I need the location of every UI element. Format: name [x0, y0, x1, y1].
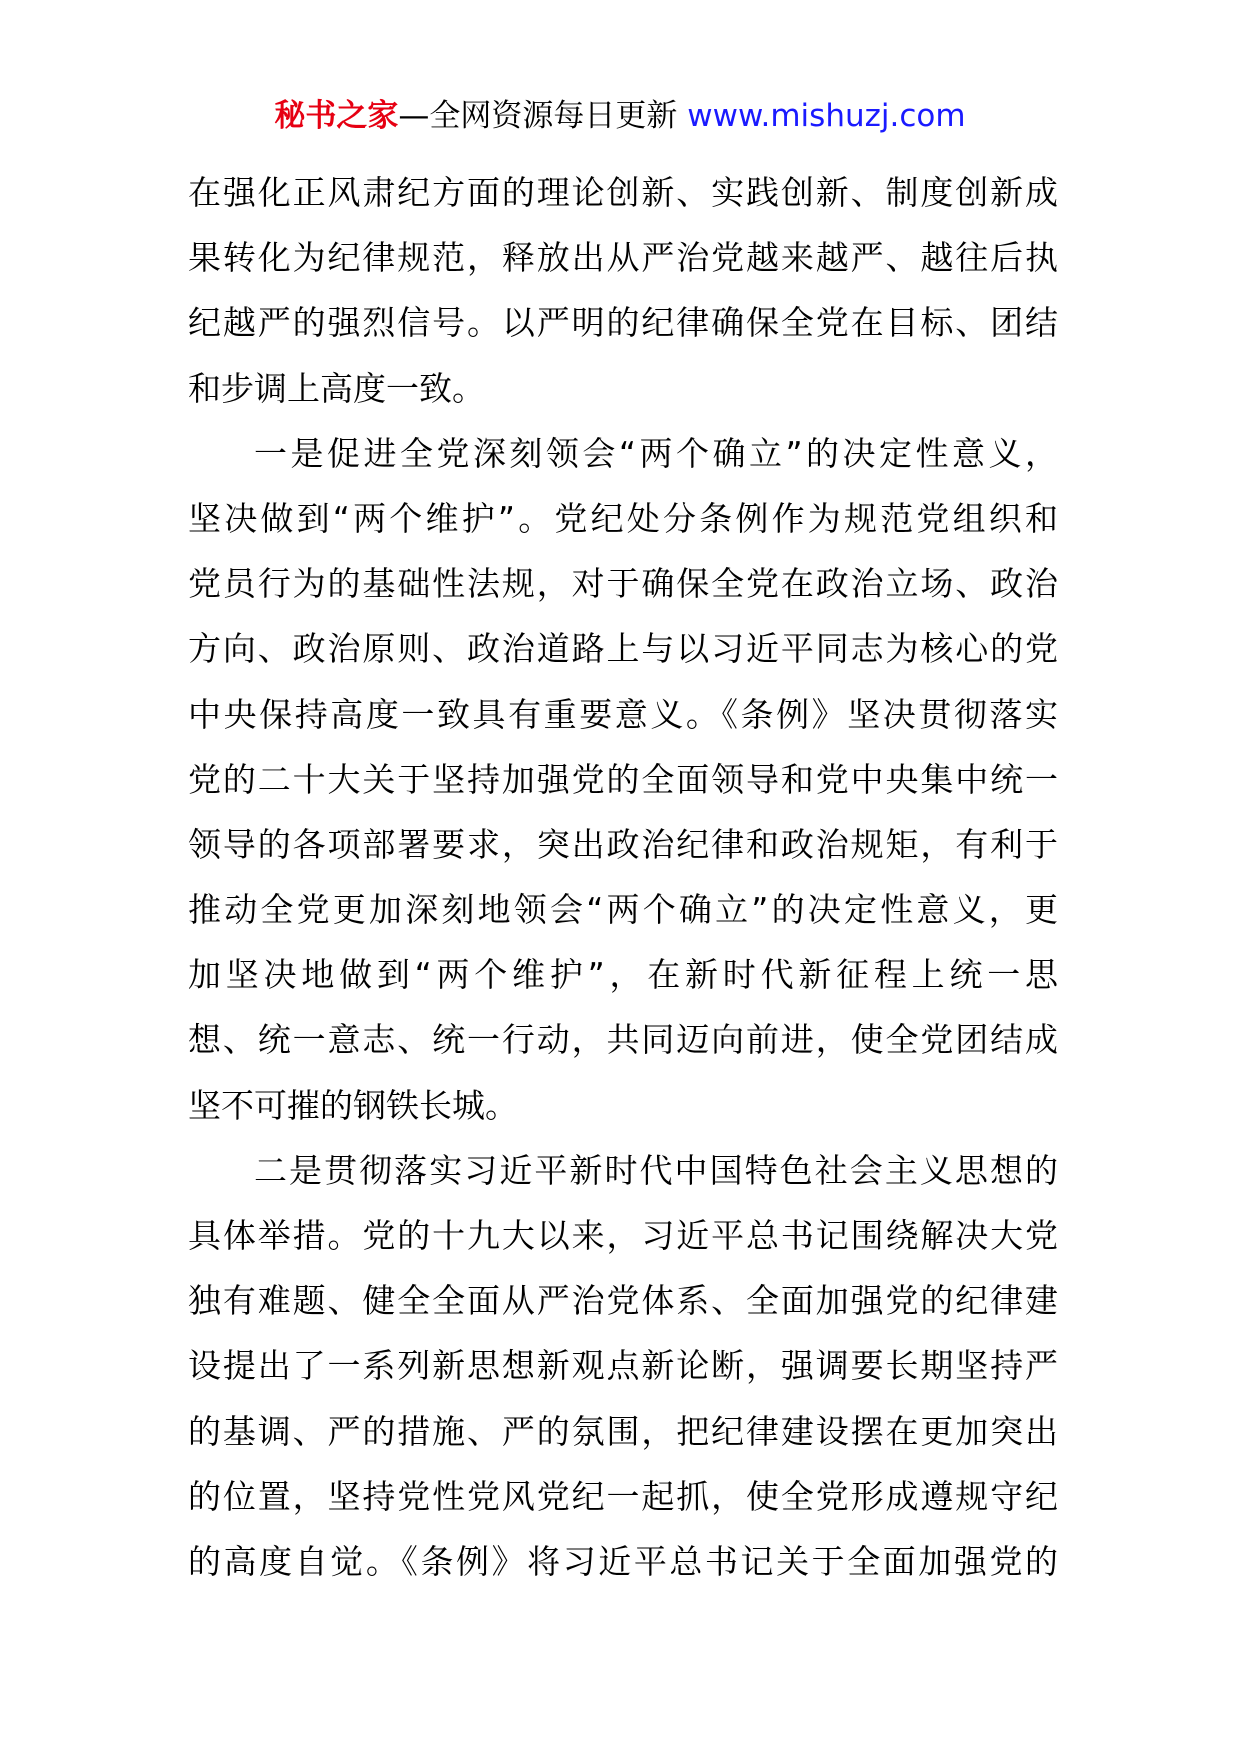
- text-line: 推动全党更加深刻地领会“两个确立”的决定性意义，更: [188, 890, 1058, 930]
- text-line: 的基调、严的措施、严的氛围，把纪律建设摆在更加突出: [188, 1411, 1058, 1451]
- paragraph-first-line: 一是促进全党深刻领会“两个确立”的决定性意义，: [254, 433, 1058, 473]
- document-body: [188, 160, 1058, 1594]
- site-banner: [0, 96, 1240, 136]
- text-line: 纪越严的强烈信号。以严明的纪律确保全党在目标、团结: [188, 303, 1058, 343]
- banner-tagline: —全网资源每日更新: [398, 98, 678, 134]
- text-line: 党员行为的基础性法规，对于确保全党在政治立场、政治: [188, 564, 1058, 604]
- brand-name: 秘书之家: [274, 98, 399, 134]
- text-line: 方向、政治原则、政治道路上与以习近平同志为核心的党: [188, 629, 1058, 669]
- text-line: 设提出了一系列新思想新观点新论断，强调要长期坚持严: [188, 1346, 1058, 1386]
- text-line: 具体举措。党的十九大以来，习近平总书记围绕解决大党: [188, 1216, 1058, 1255]
- text-line: 坚不可摧的钢铁长城。: [188, 1085, 518, 1125]
- paragraph-first-line: 二是贯彻落实习近平新时代中国特色社会主义思想的: [254, 1150, 1058, 1190]
- text-line: 坚决做到“两个维护”。党纪处分条例作为规范党组织和: [188, 498, 1058, 538]
- text-line: 加坚决地做到“两个维护”，在新时代新征程上统一思: [188, 955, 1058, 995]
- text-line: 党的二十大关于坚持加强党的全面领导和党中央集中统一: [188, 759, 1058, 799]
- text-line: 在强化正风肃纪方面的理论创新、实践创新、制度创新成: [188, 173, 1058, 212]
- text-line: 领导的各项部署要求，突出政治纪律和政治规矩，有利于: [188, 824, 1058, 864]
- site-url-link[interactable]: www.mishuzj.com: [687, 98, 966, 134]
- text-line: 和步调上高度一致。: [188, 368, 485, 408]
- text-line: 独有难题、健全全面从严治党体系、全面加强党的纪律建: [188, 1281, 1058, 1321]
- text-line: 的位置，坚持党性党风党纪一起抓，使全党形成遵规守纪: [188, 1476, 1058, 1516]
- text-line: 想、统一意志、统一行动，共同迈向前进，使全党团结成: [188, 1020, 1058, 1060]
- text-line: 的高度自觉。《条例》将习近平总书记关于全面加强党的: [188, 1541, 1058, 1581]
- text-line: 果转化为纪律规范，释放出从严治党越来越严、越往后执: [188, 238, 1058, 278]
- text-line: 中央保持高度一致具有重要意义。《条例》坚决贯彻落实: [188, 694, 1058, 734]
